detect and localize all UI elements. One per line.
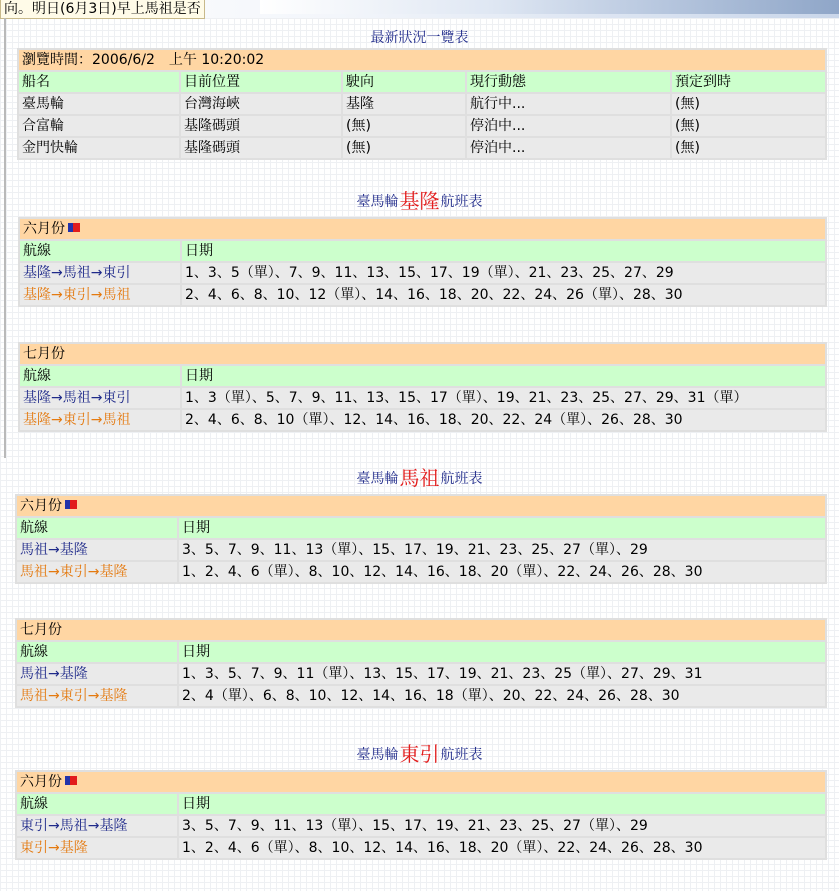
route-dates: 1、3、5（單）、7、9、11、13、15、17、19（單）、21、23、25、27、29 bbox=[182, 263, 825, 283]
route-header: 航線 bbox=[20, 241, 180, 261]
ship-status: 航行中... bbox=[467, 94, 670, 114]
ship-name: 合富輪 bbox=[19, 116, 179, 136]
route-dates: 1、2、4、6（單）、8、10、12、14、16、18、20（單）、22、24、26、28、30 bbox=[179, 562, 825, 582]
col-eta: 預定到時 bbox=[672, 72, 825, 92]
table-row bbox=[20, 263, 825, 283]
date-header: 日期 bbox=[179, 642, 825, 662]
route-dates: 1、2、4、6（單）、8、10、12、14、16、18、20（單）、22、24、26、28、30 bbox=[179, 838, 825, 858]
month-label: 六月份 bbox=[20, 498, 62, 514]
ship-heading: (無) bbox=[343, 116, 465, 136]
ship-location: 基隆碼頭 bbox=[181, 138, 341, 158]
table-row bbox=[19, 94, 825, 114]
table-row bbox=[19, 138, 825, 158]
route-dates: 1、3（單）、5、7、9、11、13、15、17（單）、19、21、23、25、27、29、31（單） bbox=[182, 388, 825, 408]
browse-time: 瀏覽時間：2006/6/2 上午 10:20:02 bbox=[19, 50, 825, 70]
col-heading: 駛向 bbox=[343, 72, 465, 92]
month-label: 六月份 bbox=[23, 221, 65, 237]
keelung-schedule-title bbox=[0, 190, 839, 213]
route-dates: 2、4、6、8、10、12（單）、14、16、18、20、22、24、26（單）、28、30 bbox=[182, 285, 825, 305]
news-ticker[interactable]: 向。明日(6月3日)早上馬祖是否 bbox=[0, 0, 205, 19]
title-prefix: 臺馬輪 bbox=[356, 194, 399, 210]
col-status: 現行動態 bbox=[467, 72, 670, 92]
matsu-schedule-title bbox=[0, 467, 839, 490]
col-location: 目前位置 bbox=[181, 72, 341, 92]
route-name: 馬祖→基隆 bbox=[17, 540, 177, 560]
status-header-row bbox=[19, 72, 825, 92]
title-suffix: 航班表 bbox=[440, 747, 483, 763]
route-name: 基隆→東引→馬祖 bbox=[20, 285, 180, 305]
route-name: 東引→馬祖→基隆 bbox=[17, 816, 177, 836]
title-suffix: 航班表 bbox=[440, 194, 483, 210]
route-dates: 2、4（單）、6、8、10、12、14、16、18（單）、20、22、24、26、28、30 bbox=[179, 686, 825, 706]
route-name: 馬祖→東引→基隆 bbox=[17, 686, 177, 706]
table-row bbox=[17, 664, 825, 684]
ship-eta: (無) bbox=[672, 138, 825, 158]
flag-icon bbox=[68, 223, 80, 232]
table-row bbox=[17, 562, 825, 582]
ship-name: 金門快輪 bbox=[19, 138, 179, 158]
ship-heading: (無) bbox=[343, 138, 465, 158]
ship-eta: (無) bbox=[672, 94, 825, 114]
table-row bbox=[17, 540, 825, 560]
route-dates: 3、5、7、9、11、13（單）、15、17、19、21、23、25、27（單）、29 bbox=[179, 540, 825, 560]
month-label: 七月份 bbox=[20, 622, 62, 638]
date-header: 日期 bbox=[179, 518, 825, 538]
month-label: 七月份 bbox=[23, 346, 65, 362]
keelung-july-table bbox=[18, 342, 827, 432]
ship-name: 臺馬輪 bbox=[19, 94, 179, 114]
status-table bbox=[17, 48, 827, 160]
ship-status: 停泊中... bbox=[467, 116, 670, 136]
route-name: 基隆→馬祖→東引 bbox=[20, 388, 180, 408]
col-ship-name: 船名 bbox=[19, 72, 179, 92]
route-name: 馬祖→東引→基隆 bbox=[17, 562, 177, 582]
title-suffix: 航班表 bbox=[440, 471, 483, 487]
status-title: 最新狀況一覽表 bbox=[370, 30, 469, 46]
route-name: 東引→基隆 bbox=[17, 838, 177, 858]
matsu-july-table bbox=[15, 618, 827, 708]
month-header bbox=[17, 496, 825, 516]
ship-location: 基隆碼頭 bbox=[181, 116, 341, 136]
banner-decoration bbox=[260, 0, 839, 14]
dongyin-schedule-title bbox=[0, 743, 839, 766]
keelung-june-table bbox=[18, 217, 827, 307]
dongyin-june-table bbox=[15, 770, 827, 860]
ship-eta: (無) bbox=[672, 116, 825, 136]
route-header: 航線 bbox=[17, 518, 177, 538]
table-row bbox=[17, 686, 825, 706]
ship-heading: 基隆 bbox=[343, 94, 465, 114]
month-label: 六月份 bbox=[20, 774, 62, 790]
route-name: 馬祖→基隆 bbox=[17, 664, 177, 684]
table-row bbox=[19, 116, 825, 136]
date-header: 日期 bbox=[182, 366, 825, 386]
month-header bbox=[20, 344, 825, 364]
month-header bbox=[17, 772, 825, 792]
table-row bbox=[20, 285, 825, 305]
route-dates: 2、4、6、8、10（單）、12、14、16、18、20、22、24（單）、26、28、30 bbox=[182, 410, 825, 430]
date-header: 日期 bbox=[182, 241, 825, 261]
table-row bbox=[20, 388, 825, 408]
flag-icon bbox=[65, 500, 77, 509]
route-header: 航線 bbox=[20, 366, 180, 386]
ship-location: 台灣海峽 bbox=[181, 94, 341, 114]
route-name: 基隆→東引→馬祖 bbox=[20, 410, 180, 430]
route-name: 基隆→馬祖→東引 bbox=[20, 263, 180, 283]
route-header: 航線 bbox=[17, 794, 177, 814]
month-header bbox=[17, 620, 825, 640]
table-row bbox=[20, 410, 825, 430]
title-place: 基隆 bbox=[399, 189, 440, 213]
ship-status: 停泊中... bbox=[467, 138, 670, 158]
matsu-june-table bbox=[15, 494, 827, 584]
table-row bbox=[17, 838, 825, 858]
table-row bbox=[17, 816, 825, 836]
title-prefix: 臺馬輪 bbox=[356, 747, 399, 763]
month-header bbox=[20, 219, 825, 239]
left-divider bbox=[4, 18, 6, 458]
route-dates: 1、3、5、7、9、11（單）、13、15、17、19、21、23、25（單）、27、29、31 bbox=[179, 664, 825, 684]
route-dates: 3、5、7、9、11、13（單）、15、17、19、21、23、25、27（單）、29 bbox=[179, 816, 825, 836]
flag-icon bbox=[65, 776, 77, 785]
title-place: 馬祖 bbox=[399, 466, 440, 490]
title-place: 東引 bbox=[399, 742, 440, 766]
route-header: 航線 bbox=[17, 642, 177, 662]
date-header: 日期 bbox=[179, 794, 825, 814]
title-prefix: 臺馬輪 bbox=[356, 471, 399, 487]
